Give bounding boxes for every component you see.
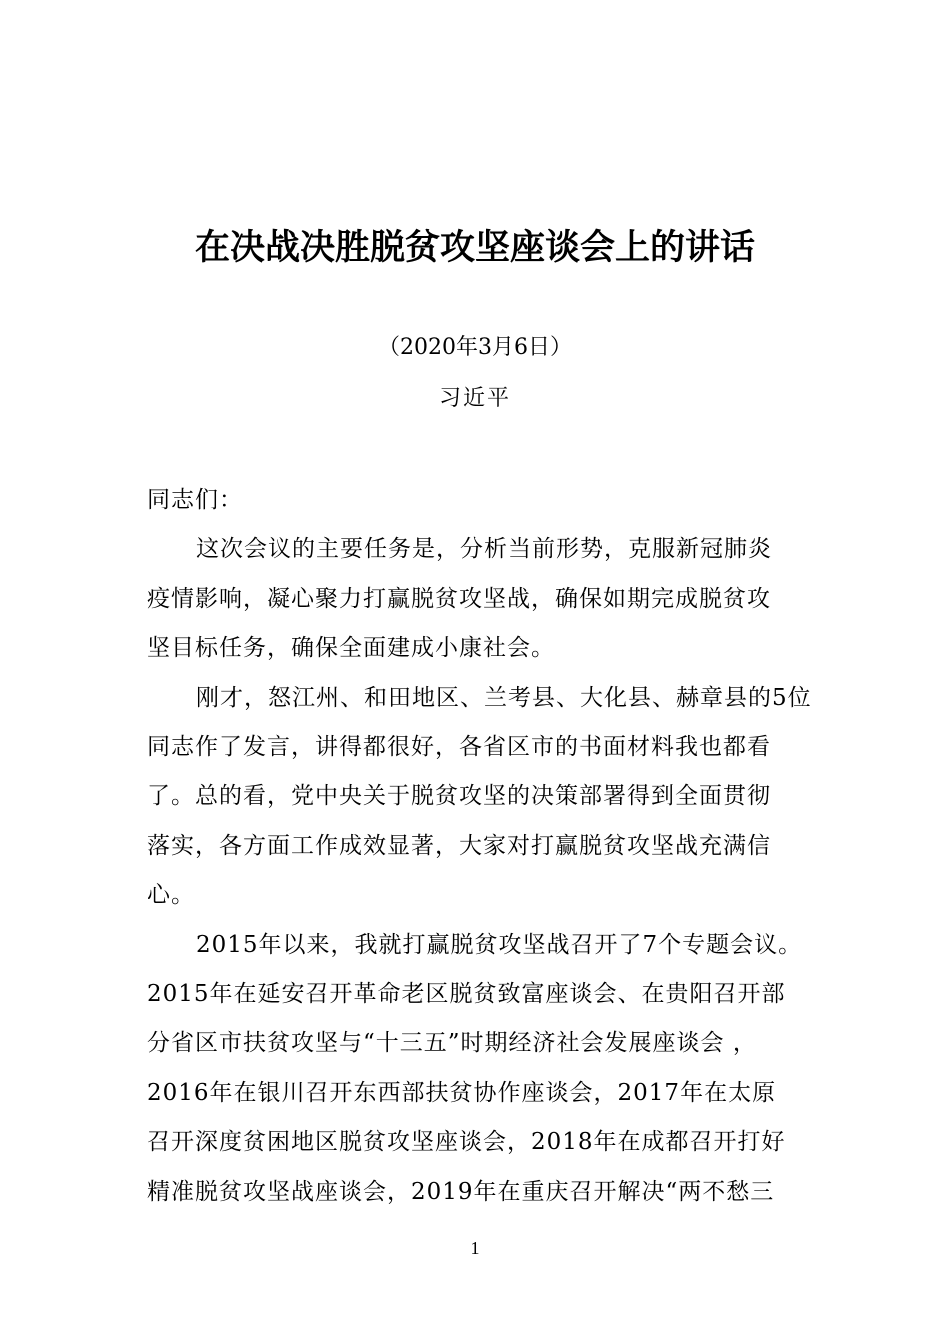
body-line: 2015年以来，我就打赢脱贫攻坚战召开了7个专题会议。	[196, 932, 803, 958]
body-line: 分省区市扶贫攻坚与“十三五”时期经济社会发展座谈会 ，	[147, 1030, 757, 1056]
body-line: 坚目标任务，确保全面建成小康社会。	[147, 635, 555, 661]
salutation: 同志们：	[147, 487, 243, 513]
body-line: 这次会议的主要任务是，分析当前形势，克服新冠肺炎	[196, 536, 772, 562]
body-line: 了。总的看，党中央关于脱贫攻坚的决策部署得到全面贯彻	[147, 783, 771, 809]
body-line: 心。	[147, 882, 195, 908]
body-line: 2015年在延安召开革命老区脱贫致富座谈会、在贵阳召开部	[147, 981, 786, 1007]
body-line: 刚才，怒江州、和田地区、兰考县、大化县、赫章县的5位	[196, 685, 812, 711]
speech-date: （2020年3月6日）	[378, 335, 572, 360]
body-line: 疫情影响，凝心聚力打赢脱贫攻坚战，确保如期完成脱贫攻	[147, 586, 771, 612]
body-line: 落实，各方面工作成效显著，大家对打赢脱贫攻坚战充满信	[147, 833, 771, 859]
author-name: 习近平	[438, 386, 511, 411]
body-line: 精准脱贫攻坚战座谈会，2019年在重庆召开解决“两不愁三	[147, 1179, 775, 1205]
body-line: 2016年在银川召开东西部扶贫协作座谈会，2017年在太原	[147, 1080, 777, 1106]
page-number: 1	[470, 1238, 480, 1258]
document-title: 在决战决胜脱贫攻坚座谈会上的讲话	[194, 227, 755, 268]
body-line: 同志作了发言，讲得都很好，各省区市的书面材料我也都看	[147, 734, 771, 760]
body-line: 召开深度贫困地区脱贫攻坚座谈会，2018年在成都召开打好	[147, 1129, 786, 1155]
